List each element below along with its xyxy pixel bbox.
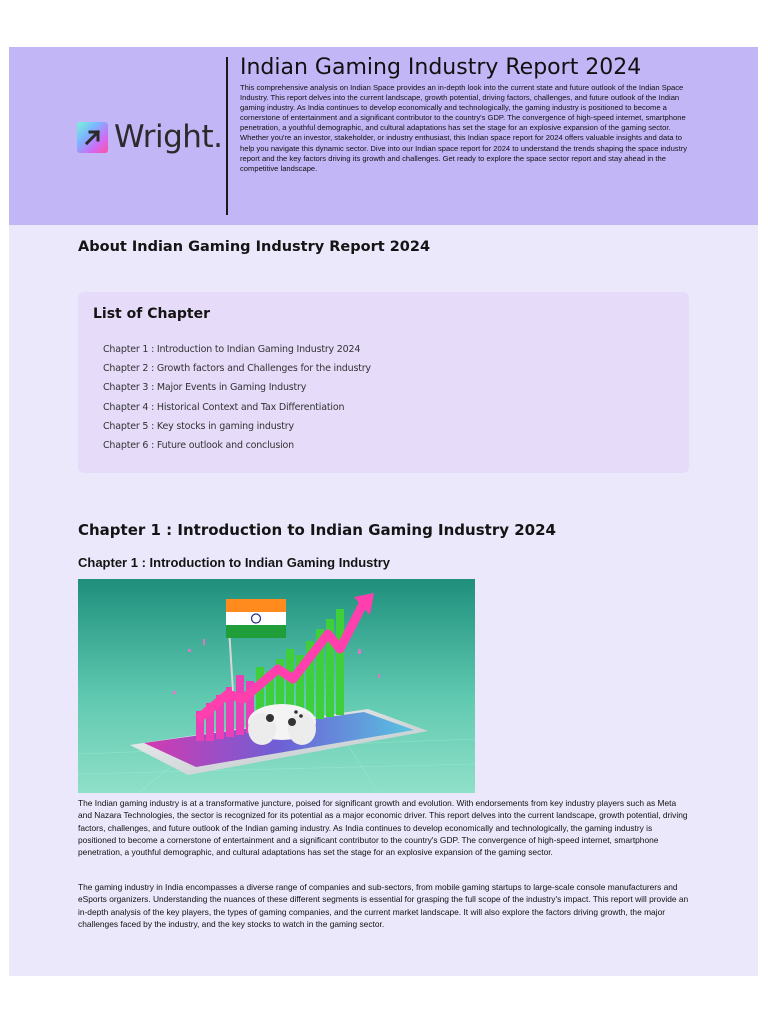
chapter-list-title: List of Chapter bbox=[93, 306, 211, 322]
chapter-link-3[interactable]: Chapter 3 : Major Events in Gaming Industry bbox=[103, 382, 307, 394]
intro-paragraph-2: The gaming industry in India encompasses a diverse range of companies and sub-sectors, from mobile gaming startups to large-scale console manufacturers and eSports organizers. Understanding the nuances of these different segments is essential for grasping the full scope of the industry's impact. This report will provide an in-depth analysis of the key players, the types of gaming companies, and the current market landscape. It will also explore the factors driving growth, the major challenges faced by the industry, and the key stocks to watch in the gaming sector. bbox=[78, 882, 689, 929]
brand-logo[interactable] bbox=[77, 119, 222, 155]
header-divider bbox=[226, 57, 228, 215]
chapter-link-1[interactable]: Chapter 1 : Introduction to Indian Gaming Industry 2024 bbox=[103, 344, 361, 355]
about-heading: About Indian Gaming Industry Report 2024 bbox=[78, 239, 431, 255]
chapter-link-2[interactable]: Chapter 2 : Growth factors and Challenges for the industry bbox=[103, 363, 371, 375]
chapter-list-card bbox=[78, 292, 689, 473]
arrow-icon bbox=[77, 122, 108, 153]
page-title: Indian Gaming Industry Report 2024 bbox=[240, 55, 642, 80]
gaming-growth-illustration bbox=[78, 579, 475, 793]
chapter-link-6[interactable]: Chapter 6 : Future outlook and conclusion bbox=[103, 439, 294, 451]
header-description: This comprehensive analysis on Indian Space provides an in-depth look into the current state and future outlook of the Indian Space Industry. This report delves into the current landscape, growth potential, driving factors, challenges, and future outlook of the Indian gaming industry. As India continues to develop economically and technologically, the gaming industry is positioned to become a cornerstone of entertainment and a significant contributor to the country's GDP. The convergence of high-speed internet, smartphone penetration, a youthful demographic, and cultural adaptations has set the stage for an explosive expansion of the gaming sector. Whether you're an investor, stakeholder, or industry enthusiast, this Indian space report for 2024 offers valuable insights and data to help you navigate this dynamic sector. Dive into our Indian space report for 2024 to understand the trends shaping the space industry report and the key factors driving its growth and challenges. Get ready to explore the space sector report and stay ahead in the competitive landscape. bbox=[240, 83, 688, 173]
brand-name: Wright. bbox=[114, 119, 223, 155]
chapter-link-4[interactable]: Chapter 4 : Historical Context and Tax Differentiation bbox=[103, 401, 345, 413]
report-page bbox=[9, 47, 758, 976]
header-banner bbox=[9, 47, 758, 225]
chapter-link-5[interactable]: Chapter 5 : Key stocks in gaming industry bbox=[103, 420, 294, 432]
chapter-list bbox=[103, 340, 371, 455]
intro-paragraph-1: The Indian gaming industry is at a transformative juncture, poised for significant growth and evolution. With endorsements from key industry players such as Meta and Nazara Technologies, the sector is recognized for its potential as a major economic driver. This report delves into the current landscape, growth potential, driving factors, challenges, and future outlook of the Indian gaming industry. As India continues to develop economically and technologically, the gaming industry is positioned to become a cornerstone of entertainment and a significant contributor to the country's GDP. The convergence of high-speed internet, smartphone penetration, a youthful demographic, and cultural adaptations has set the stage for an explosive expansion of the gaming sector. bbox=[78, 798, 688, 858]
chapter-1-subheading: Chapter 1 : Introduction to Indian Gaming Industry bbox=[78, 555, 390, 570]
chapter-1-heading: Chapter 1 : Introduction to Indian Gaming Industry 2024 bbox=[78, 521, 556, 539]
